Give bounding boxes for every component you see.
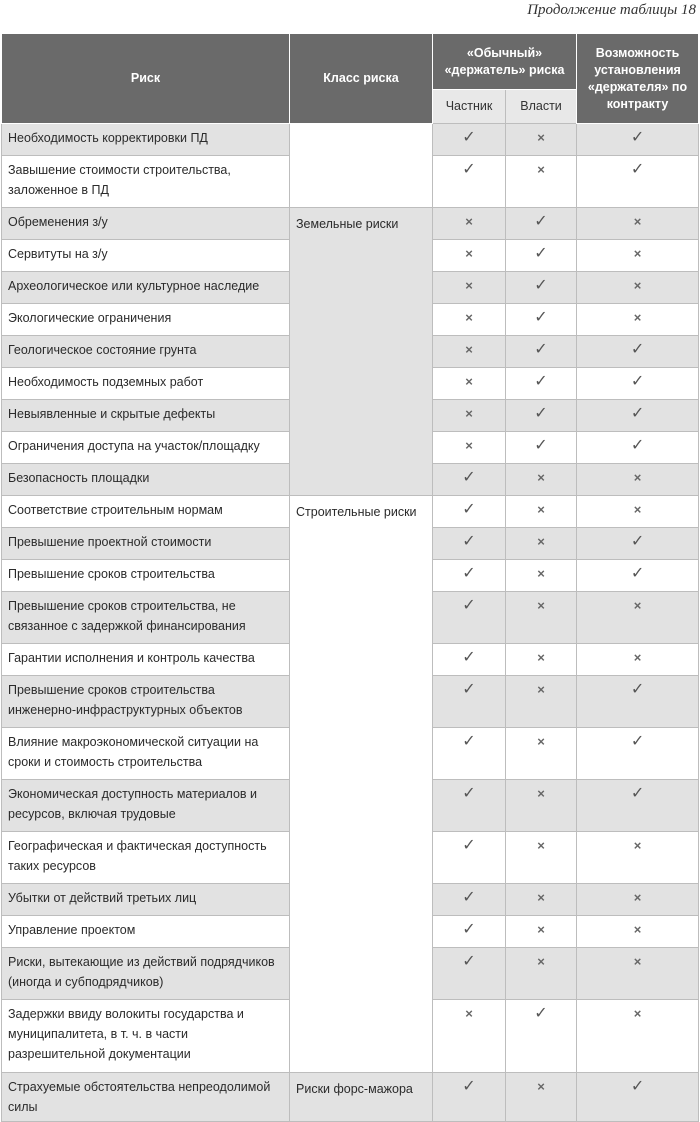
check-mark-icon: ✓ <box>433 676 506 728</box>
check-mark-icon: ✓ <box>577 400 699 432</box>
check-mark-icon: ✓ <box>577 1073 699 1122</box>
risk-cell: Превышение сроков строительства <box>2 560 290 592</box>
risk-cell: Невыявленные и скрытые дефекты <box>2 400 290 432</box>
check-mark-icon: ✓ <box>433 560 506 592</box>
risk-cell: Страхуемые обстоятельства непреодолимой силы <box>2 1073 290 1122</box>
risk-table <box>1 33 699 1122</box>
risk-cell: Задержки ввиду волокиты государства и муниципалитета, в т. ч. в части разрешительной документации <box>2 1000 290 1073</box>
check-mark-icon: ✓ <box>577 560 699 592</box>
check-mark-icon: ✓ <box>433 728 506 780</box>
risk-cell: Ограничения доступа на участок/площадку <box>2 432 290 464</box>
risk-cell: Риски, вытекающие из действий подрядчиков (иногда и субподрядчиков) <box>2 948 290 1000</box>
risk-cell: Гарантии исполнения и контроль качества <box>2 644 290 676</box>
check-mark-icon: ✓ <box>433 496 506 528</box>
table-body <box>2 124 699 1122</box>
risk-cell: Безопасность площадки <box>2 464 290 496</box>
cross-mark-icon: × <box>577 592 699 644</box>
risk-cell: Влияние макроэкономической ситуации на сроки и стоимость строительства <box>2 728 290 780</box>
cross-mark-icon: × <box>577 644 699 676</box>
cross-mark-icon: × <box>433 368 506 400</box>
risk-cell: Геологическое состояние грунта <box>2 336 290 368</box>
risk-cell: Необходимость подземных работ <box>2 368 290 400</box>
cross-mark-icon: × <box>506 728 577 780</box>
check-mark-icon: ✓ <box>577 432 699 464</box>
risk-cell: Завышение стоимости строительства, заложенное в ПД <box>2 156 290 208</box>
check-mark-icon: ✓ <box>433 948 506 1000</box>
cross-mark-icon: × <box>506 592 577 644</box>
risk-cell: Обременения з/у <box>2 208 290 240</box>
cross-mark-icon: × <box>577 916 699 948</box>
check-mark-icon: ✓ <box>506 336 577 368</box>
cross-mark-icon: × <box>433 432 506 464</box>
cross-mark-icon: × <box>433 240 506 272</box>
check-mark-icon: ✓ <box>577 336 699 368</box>
check-mark-icon: ✓ <box>433 592 506 644</box>
cross-mark-icon: × <box>506 644 577 676</box>
check-mark-icon: ✓ <box>433 528 506 560</box>
check-mark-icon: ✓ <box>433 832 506 884</box>
class-cell-empty <box>290 124 433 208</box>
risk-cell: Соответствие строительным нормам <box>2 496 290 528</box>
risk-cell: Превышение сроков строительства, не связанное с задержкой финансирования <box>2 592 290 644</box>
check-mark-icon: ✓ <box>506 304 577 336</box>
check-mark-icon: ✓ <box>433 916 506 948</box>
cross-mark-icon: × <box>506 780 577 832</box>
cross-mark-icon: × <box>433 304 506 336</box>
table-caption: Продолжение таблицы 18 <box>527 2 696 18</box>
cross-mark-icon: × <box>577 496 699 528</box>
cross-mark-icon: × <box>433 400 506 432</box>
check-mark-icon: ✓ <box>433 1073 506 1122</box>
risk-cell: Превышение проектной стоимости <box>2 528 290 560</box>
header-class: Класс риска <box>290 34 433 124</box>
risk-cell: Сервитуты на з/у <box>2 240 290 272</box>
cross-mark-icon: × <box>506 560 577 592</box>
cross-mark-icon: × <box>506 464 577 496</box>
risk-cell: Экологические ограничения <box>2 304 290 336</box>
table-row <box>2 1073 699 1122</box>
header-contract: Возможность установления «держателя» по контракту <box>577 34 699 124</box>
cross-mark-icon: × <box>506 832 577 884</box>
cross-mark-icon: × <box>577 948 699 1000</box>
cross-mark-icon: × <box>577 884 699 916</box>
cross-mark-icon: × <box>577 304 699 336</box>
risk-cell: Убытки от действий третьих лиц <box>2 884 290 916</box>
check-mark-icon: ✓ <box>577 528 699 560</box>
cross-mark-icon: × <box>433 208 506 240</box>
cross-mark-icon: × <box>577 464 699 496</box>
check-mark-icon: ✓ <box>506 1000 577 1073</box>
check-mark-icon: ✓ <box>506 368 577 400</box>
check-mark-icon: ✓ <box>506 272 577 304</box>
check-mark-icon: ✓ <box>433 124 506 156</box>
check-mark-icon: ✓ <box>577 156 699 208</box>
cross-mark-icon: × <box>577 832 699 884</box>
header-private: Частник <box>433 90 506 124</box>
risk-cell: Превышение сроков строительства инженерно-инфраструктурных объектов <box>2 676 290 728</box>
table-row <box>2 124 699 156</box>
cross-mark-icon: × <box>506 1073 577 1122</box>
check-mark-icon: ✓ <box>433 644 506 676</box>
risk-cell: Необходимость корректировки ПД <box>2 124 290 156</box>
check-mark-icon: ✓ <box>577 728 699 780</box>
check-mark-icon: ✓ <box>577 368 699 400</box>
cross-mark-icon: × <box>433 272 506 304</box>
risk-cell: Археологическое или культурное наследие <box>2 272 290 304</box>
check-mark-icon: ✓ <box>433 464 506 496</box>
header-holder: «Обычный» «держатель» риска <box>433 34 577 90</box>
cross-mark-icon: × <box>577 272 699 304</box>
check-mark-icon: ✓ <box>433 884 506 916</box>
cross-mark-icon: × <box>577 1000 699 1073</box>
cross-mark-icon: × <box>506 884 577 916</box>
cross-mark-icon: × <box>433 1000 506 1073</box>
check-mark-icon: ✓ <box>506 240 577 272</box>
cross-mark-icon: × <box>506 124 577 156</box>
table-row <box>2 208 699 240</box>
header-gov: Власти <box>506 90 577 124</box>
risk-cell: Географическая и фактическая доступность таких ресурсов <box>2 832 290 884</box>
class-cell: Риски форс-мажора <box>290 1073 433 1122</box>
cross-mark-icon: × <box>506 916 577 948</box>
check-mark-icon: ✓ <box>577 124 699 156</box>
check-mark-icon: ✓ <box>433 780 506 832</box>
check-mark-icon: ✓ <box>577 676 699 728</box>
risk-cell: Управление проектом <box>2 916 290 948</box>
check-mark-icon: ✓ <box>506 400 577 432</box>
check-mark-icon: ✓ <box>506 432 577 464</box>
header-risk: Риск <box>2 34 290 124</box>
cross-mark-icon: × <box>433 336 506 368</box>
cross-mark-icon: × <box>506 156 577 208</box>
cross-mark-icon: × <box>506 528 577 560</box>
check-mark-icon: ✓ <box>433 156 506 208</box>
cross-mark-icon: × <box>577 240 699 272</box>
cross-mark-icon: × <box>577 208 699 240</box>
class-cell: Строительные риски <box>290 496 433 1073</box>
check-mark-icon: ✓ <box>577 780 699 832</box>
table-row <box>2 496 699 528</box>
class-cell: Земельные риски <box>290 208 433 496</box>
cross-mark-icon: × <box>506 676 577 728</box>
cross-mark-icon: × <box>506 948 577 1000</box>
check-mark-icon: ✓ <box>506 208 577 240</box>
risk-cell: Экономическая доступность материалов и ресурсов, включая трудовые <box>2 780 290 832</box>
cross-mark-icon: × <box>506 496 577 528</box>
